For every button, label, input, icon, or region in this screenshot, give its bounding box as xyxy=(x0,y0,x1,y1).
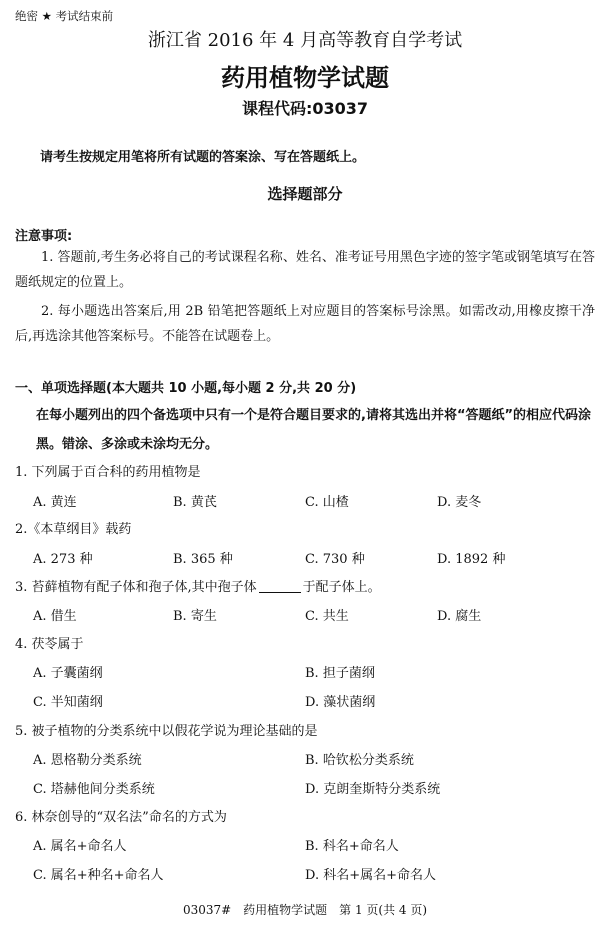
section-instruction: 在每小题列出的四个备选项中只有一个是符合题目要求的,请将其选出并将“答题纸”的相应代码涂黑。错涂、多涂或未涂均无分。 xyxy=(36,408,592,452)
option: B. 哈钦松分类系统 xyxy=(305,753,414,768)
option: C. 共生 xyxy=(305,609,349,624)
question-stem: 6. 林奈创导的“双名法”命名的方式为 xyxy=(15,810,227,825)
option: B. 担子菌纲 xyxy=(305,666,375,681)
question-stem-part: 3. 苔藓植物有配子体和孢子体,其中孢子体 xyxy=(15,580,257,595)
question-stem xyxy=(15,576,381,595)
subject-title: 药用植物学试题 xyxy=(221,64,389,92)
course-code: 课程代码:03037 xyxy=(241,99,369,118)
option: D. 麦冬 xyxy=(437,495,482,510)
option: B. 寄生 xyxy=(173,609,217,624)
section-heading: 一、单项选择题(本大题共 10 小题,每小题 2 分,共 20 分) xyxy=(15,381,357,396)
answer-instruction: 请考生按规定用笔将所有试题的答案涂、写在答题纸上。 xyxy=(40,150,366,165)
option: A. 借生 xyxy=(33,609,77,624)
question-stem: 2.《本草纲目》载药 xyxy=(15,522,132,537)
option: A. 273 种 xyxy=(33,552,93,567)
secret-mark: 绝密 ★ 考试结束前 xyxy=(15,9,114,23)
option: D. 1892 种 xyxy=(437,552,506,567)
option: B. 365 种 xyxy=(173,552,233,567)
option: D. 腐生 xyxy=(437,609,482,624)
option: C. 730 种 xyxy=(305,552,365,567)
note-item: 1. 答题前,考生务必将自己的考试课程名称、姓名、准考证号用黑色字迹的签字笔或钢笔填写在答题纸规定的位置上。 xyxy=(15,250,595,290)
option: C. 山楂 xyxy=(305,495,349,510)
page-footer: 03037# 药用植物学试题 第 1 页(共 4 页) xyxy=(182,903,428,917)
option: D. 科名+属名+命名人 xyxy=(305,868,437,883)
notes-heading: 注意事项: xyxy=(15,229,73,244)
question-stem: 4. 茯苓属于 xyxy=(15,637,84,652)
option: A. 恩格勒分类系统 xyxy=(33,753,142,768)
part-heading: 选择题部分 xyxy=(267,185,343,203)
option: A. 黄连 xyxy=(33,495,77,510)
option: B. 黄芪 xyxy=(173,495,217,510)
question-stem: 5. 被子植物的分类系统中以假花学说为理论基础的是 xyxy=(15,724,318,739)
option: C. 属名+种名+命名人 xyxy=(33,868,164,883)
answer-blank xyxy=(259,592,301,593)
exam-title: 浙江省 2016 年 4 月高等教育自学考试 xyxy=(147,30,463,51)
option: C. 塔赫他间分类系统 xyxy=(33,782,155,797)
option: C. 半知菌纲 xyxy=(33,695,103,710)
option: B. 科名+命名人 xyxy=(305,839,399,854)
option: D. 藻状菌纲 xyxy=(305,695,376,710)
option: A. 子囊菌纲 xyxy=(33,666,103,681)
note-item: 2. 每小题选出答案后,用 2B 铅笔把答题纸上对应题目的答案标号涂黑。如需改动,用橡皮擦干净后,再选涂其他答案标号。不能答在试题卷上。 xyxy=(15,304,595,344)
option: D. 克朗奎斯特分类系统 xyxy=(305,782,441,797)
question-stem-part: 于配子体上。 xyxy=(302,580,381,595)
option: A. 属名+命名人 xyxy=(33,839,127,854)
question-stem: 1. 下列属于百合科的药用植物是 xyxy=(15,465,201,480)
